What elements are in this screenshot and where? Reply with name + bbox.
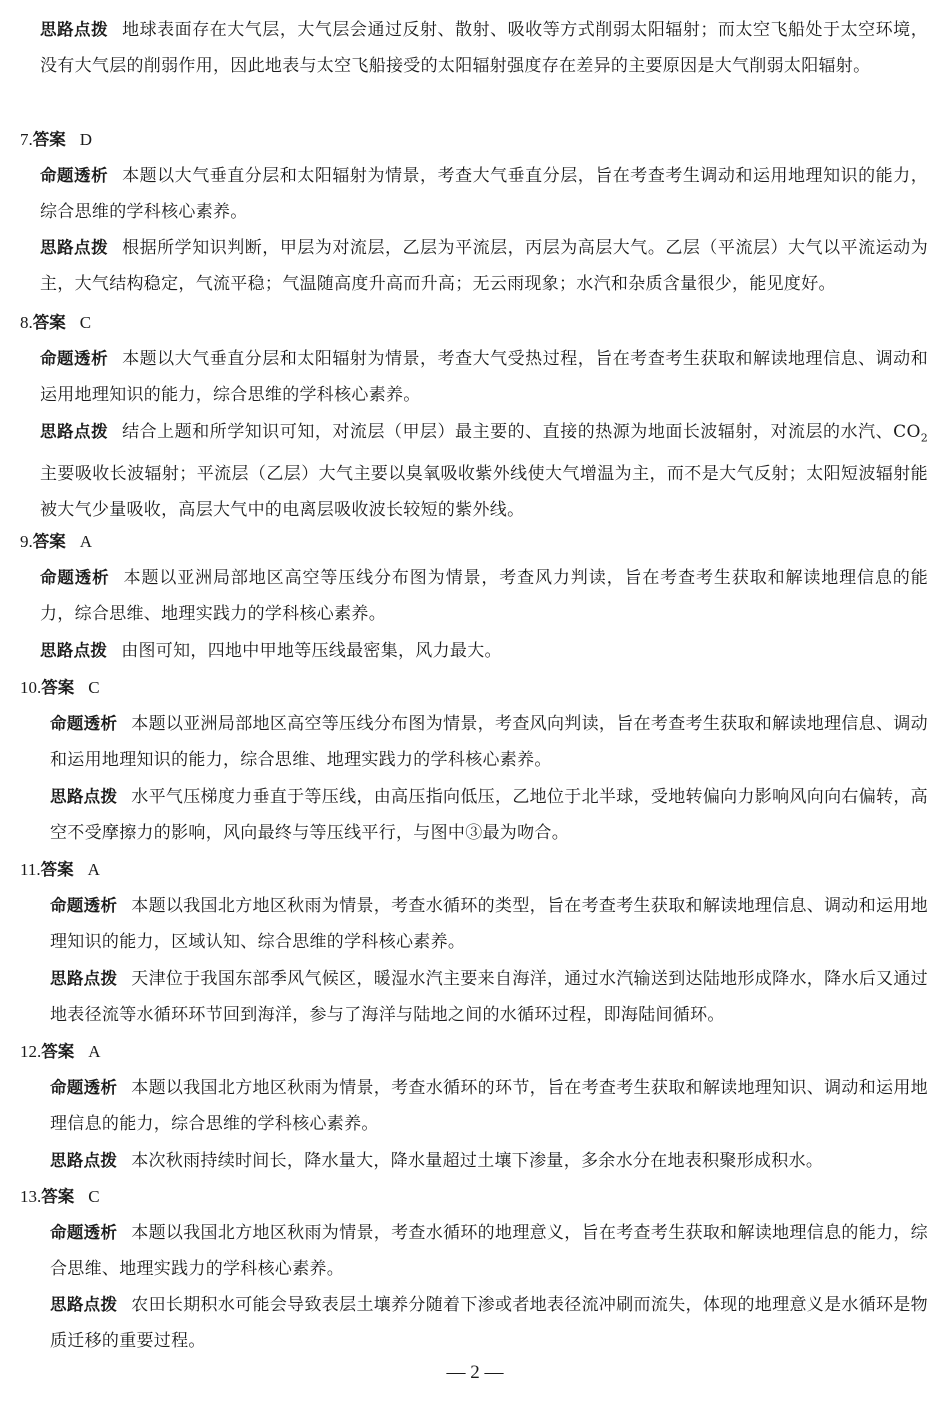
- intent-paragraph-q13: [50, 1215, 928, 1287]
- question-number: 13.: [20, 1187, 42, 1206]
- intent-label: 命题透析: [50, 1223, 118, 1242]
- answer-letter: A: [87, 860, 100, 879]
- intent-label: 命题透析: [50, 714, 118, 733]
- answer-letter: D: [79, 130, 93, 149]
- thinking-text: 天津位于我国东部季风气候区，暖湿水汽主要来自海洋，通过水汽输送到达陆地形成降水，降水后又通过地表径流等水循环环节回到海洋，参与了海洋与陆地之间的水循环过程，即海陆间循环。: [50, 969, 928, 1025]
- answer-letter: A: [79, 532, 93, 551]
- intent-label: 命题透析: [40, 568, 110, 587]
- page-number: — 2 —: [446, 1362, 504, 1383]
- intent-label: 命题透析: [40, 349, 109, 368]
- answer-letter: A: [88, 1042, 101, 1061]
- answer-letter: C: [88, 1187, 100, 1206]
- answer-letter: C: [88, 678, 100, 697]
- thinking-text: 地球表面存在大气层，大气层会通过反射、散射、吸收等方式削弱太阳辐射；而太空飞船处于太空环境，没有大气层的削弱作用，因此地表与太空飞船接受的太阳辐射强度存在差异的主要原因是大气削弱太阳辐射。: [40, 20, 928, 76]
- thinking-label: 思路点拨: [40, 641, 108, 660]
- co2-subscript: 2: [920, 431, 929, 445]
- thinking-paragraph-q9: [40, 633, 928, 669]
- answer-label: 答案: [40, 860, 74, 879]
- thinking-label: 思路点拨: [40, 20, 109, 39]
- answer-label: 答案: [32, 130, 66, 149]
- intent-text: 本题以大气垂直分层和太阳辐射为情景，考查大气受热过程，旨在考查考生获取和解读地理信息、调动和运用地理知识的能力，综合思维的学科核心素养。: [40, 349, 928, 405]
- answer-line-q8: [20, 305, 91, 341]
- intent-text: 本题以大气垂直分层和太阳辐射为情景，考查大气垂直分层，旨在考查考生调动和运用地理知识的能力，综合思维的学科核心素养。: [40, 166, 928, 222]
- question-number: 7.: [20, 130, 33, 149]
- answer-letter: C: [79, 313, 92, 332]
- thinking-text: 水平气压梯度力垂直于等压线，由高压指向低压，乙地位于北半球，受地转偏向力影响风向向右偏转，高空不受摩擦力的影响，风向最终与等压线平行，与图中③最为吻合。: [50, 787, 928, 843]
- intent-text: 本题以我国北方地区秋雨为情景，考查水循环的地理意义，旨在考查考生获取和解读地理信息的能力，综合思维、地理实践力的学科核心素养。: [50, 1223, 928, 1279]
- answer-line-q11: [20, 852, 100, 888]
- thinking-label: 思路点拨: [40, 422, 109, 441]
- question-number: 9.: [20, 532, 33, 551]
- thinking-paragraph-q12: [50, 1143, 928, 1179]
- answer-line-q7: [20, 122, 92, 158]
- thinking-text: 根据所学知识判断，甲层为对流层，乙层为平流层，丙层为高层大气。乙层（平流层）大气以平流运动为主，大气结构稳定，气流平稳；气温随高度升高而升高；无云雨现象；水汽和杂质含量很少，能见度好。: [40, 238, 928, 294]
- intro-thinking-paragraph: [40, 12, 928, 84]
- thinking-label: 思路点拨: [50, 787, 118, 806]
- thinking-paragraph-q10: [50, 779, 928, 851]
- thinking-label: 思路点拨: [50, 1295, 118, 1314]
- thinking-text: 农田长期积水可能会导致表层土壤养分随着下渗或者地表径流冲刷而流失，体现的地理意义是水循环是物质迁移的重要过程。: [50, 1295, 928, 1351]
- intent-text: 本题以亚洲局部地区高空等压线分布图为情景，考查风力判读，旨在考查考生获取和解读地理信息的能力，综合思维、地理实践力的学科核心素养。: [40, 568, 928, 624]
- answer-label: 答案: [41, 1187, 75, 1206]
- thinking-paragraph-q13: [50, 1287, 928, 1359]
- thinking-text-part2: 主要吸收长波辐射；平流层（乙层）大气主要以臭氧吸收紫外线使大气增温为主，而不是大气反射；太阳短波辐射能被大气少量吸收，高层大气中的电离层吸收波长较短的紫外线。: [40, 464, 928, 521]
- answer-line-q9: [20, 524, 92, 560]
- answer-label: 答案: [41, 678, 75, 697]
- answer-label: 答案: [41, 1042, 75, 1061]
- question-number: 8.: [20, 313, 33, 332]
- question-number: 11.: [20, 860, 41, 879]
- thinking-paragraph-q8: [40, 414, 928, 528]
- intent-paragraph-q12: [50, 1070, 928, 1142]
- thinking-text: 由图可知，四地中甲地等压线最密集，风力最大。: [121, 641, 502, 661]
- intent-label: 命题透析: [50, 896, 118, 915]
- intent-paragraph-q8: [40, 341, 928, 413]
- answer-label: 答案: [32, 532, 66, 551]
- intent-text: 本题以我国北方地区秋雨为情景，考查水循环的环节，旨在考查考生获取和解读地理知识、调动和运用地理信息的能力，综合思维的学科核心素养。: [50, 1078, 928, 1134]
- thinking-paragraph-q7: [40, 230, 928, 302]
- answer-line-q12: [20, 1034, 101, 1070]
- intent-text: 本题以我国北方地区秋雨为情景，考查水循环的类型，旨在考查考生获取和解读地理信息、调动和运用地理知识的能力，区域认知、综合思维的学科核心素养。: [50, 896, 928, 952]
- answer-line-q13: [20, 1179, 100, 1215]
- thinking-label: 思路点拨: [40, 238, 109, 257]
- thinking-text-part1: 结合上题和所学知识可知，对流层（甲层）最主要的、直接的热源为地面长波辐射，对流层的水汽、CO: [122, 422, 921, 442]
- intent-paragraph-q9: [40, 560, 928, 632]
- thinking-label: 思路点拨: [50, 969, 118, 988]
- question-number: 10.: [20, 678, 42, 697]
- intent-paragraph-q11: [50, 888, 928, 960]
- intent-paragraph-q10: [50, 706, 928, 778]
- thinking-paragraph-q11: [50, 961, 928, 1033]
- answer-line-q10: [20, 670, 100, 706]
- answer-label: 答案: [32, 313, 66, 332]
- intent-text: 本题以亚洲局部地区高空等压线分布图为情景，考查风向判读，旨在考查考生获取和解读地理信息、调动和运用地理知识的能力，综合思维、地理实践力的学科核心素养。: [50, 714, 928, 770]
- question-number: 12.: [20, 1042, 42, 1061]
- thinking-text: 本次秋雨持续时间长，降水量大，降水量超过土壤下渗量，多余水分在地表积聚形成积水。: [131, 1151, 824, 1171]
- intent-paragraph-q7: [40, 158, 928, 230]
- intent-label: 命题透析: [40, 166, 109, 185]
- intent-label: 命题透析: [50, 1078, 118, 1097]
- thinking-label: 思路点拨: [50, 1151, 118, 1170]
